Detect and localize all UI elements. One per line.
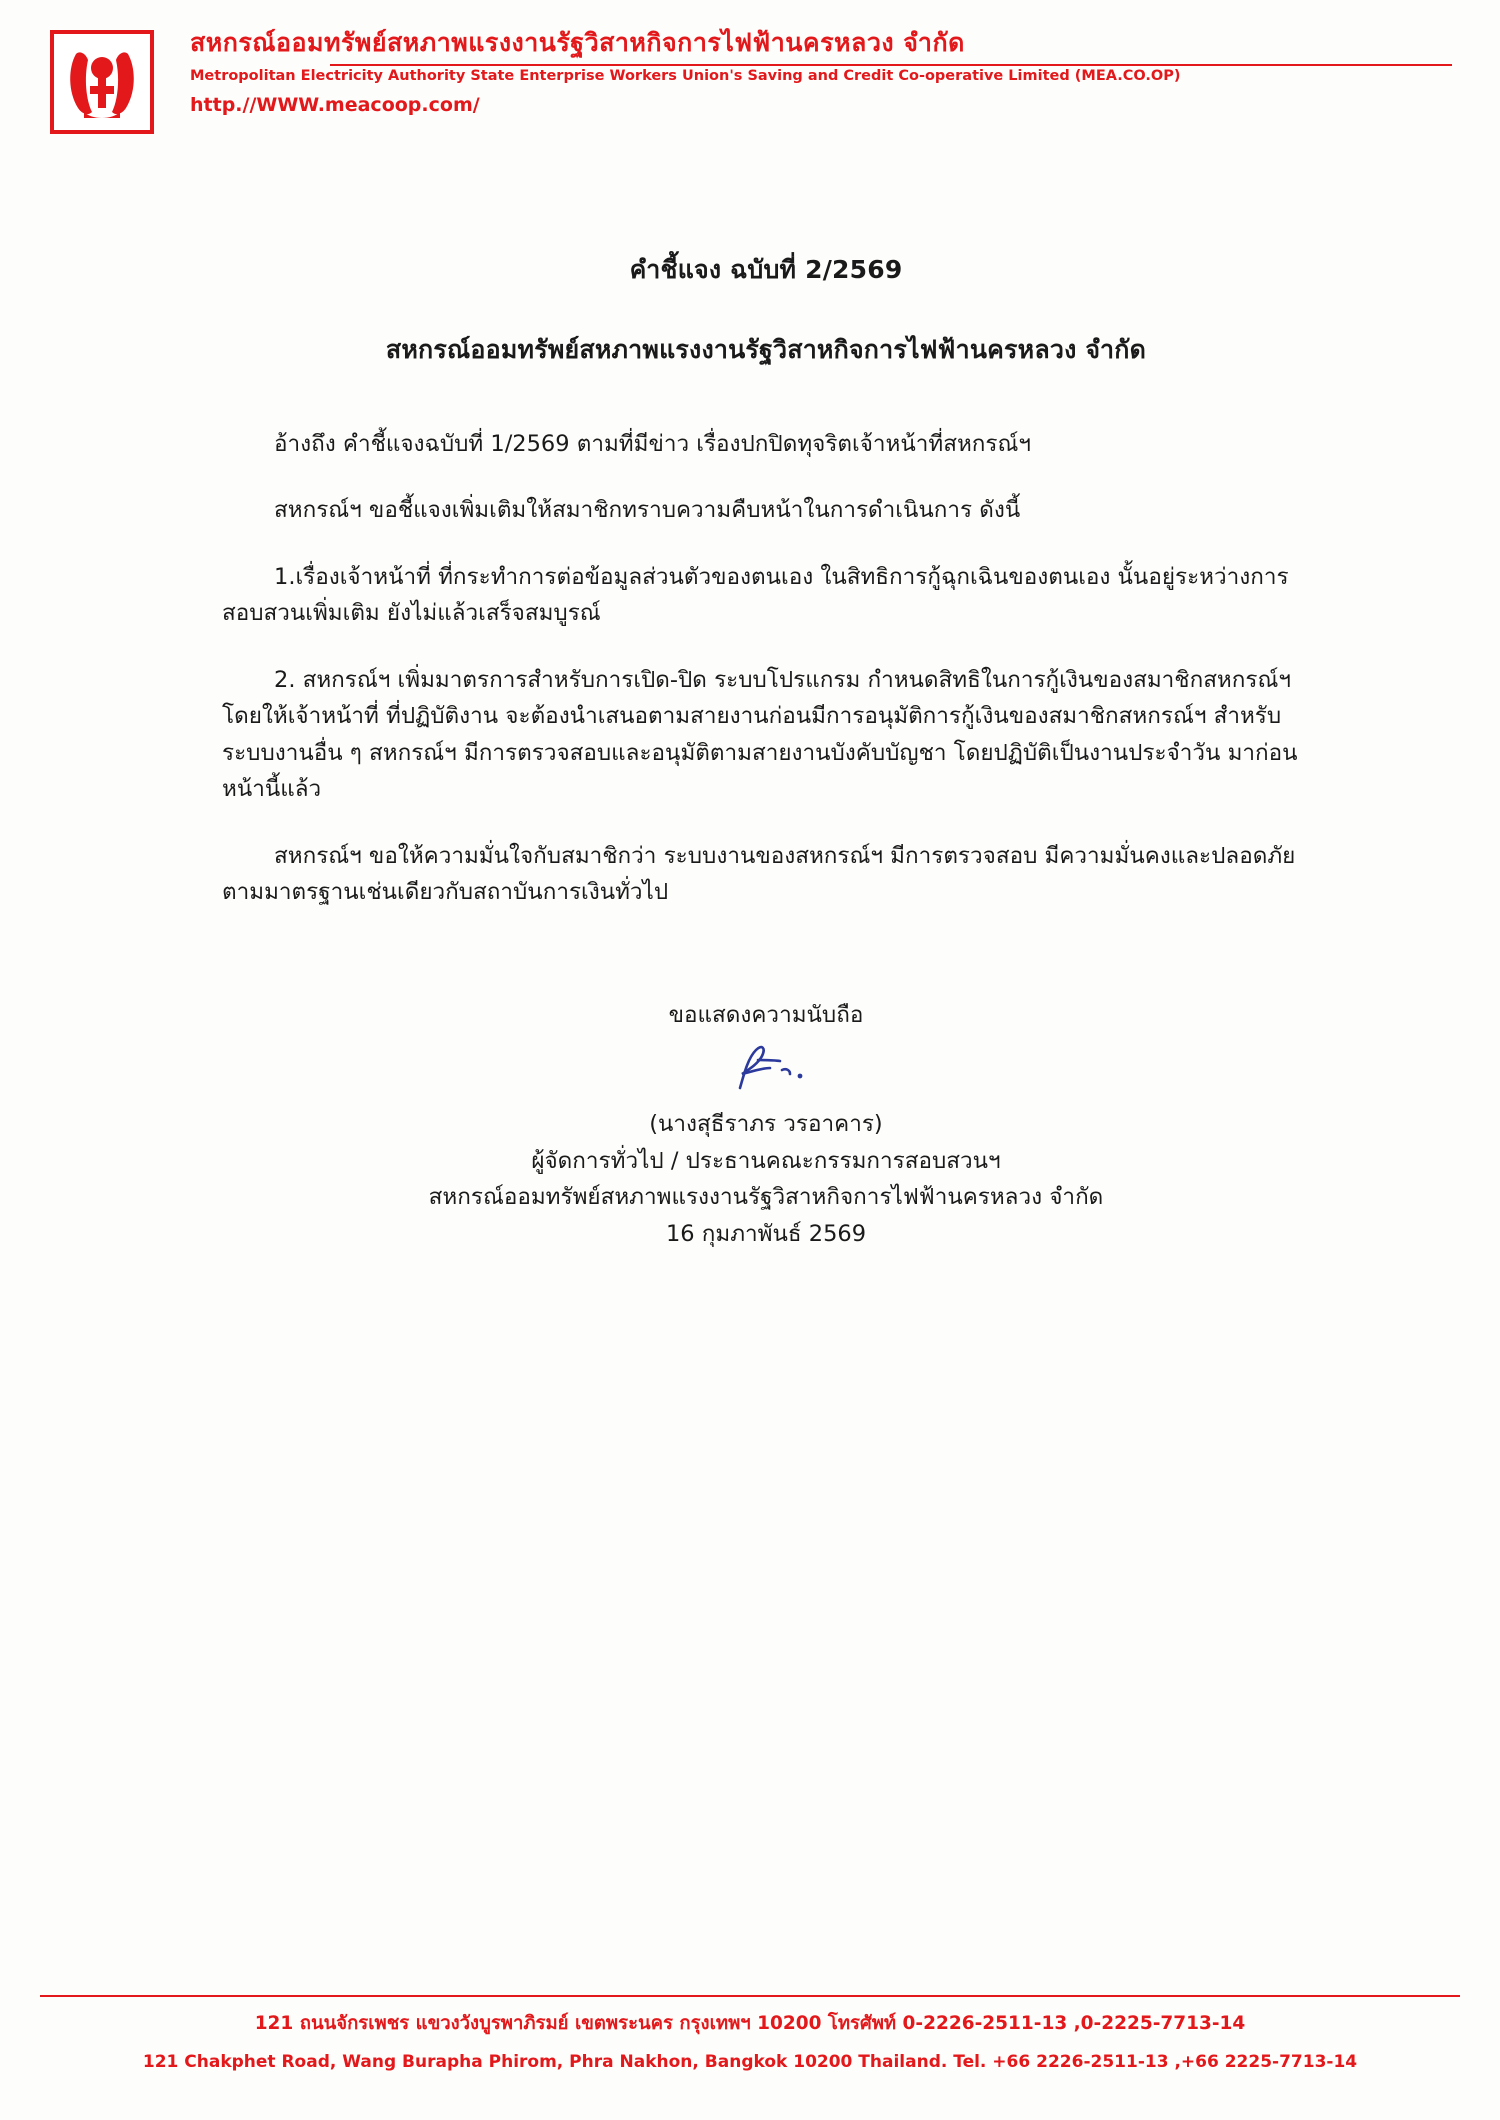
- paragraph-item-1: 1.เรื่องเจ้าหน้าที่ ที่กระทำการต่อข้อมูลส่วนตัวของตนเอง ในสิทธิการกู้ฉุกเฉินของตนเอง นั้นอยู่ระหว่างการสอบสวนเพิ่มเติม ยังไม่แล้วเสร็จสมบูรณ์: [222, 563, 1289, 627]
- paragraph-item-2: 2. สหกรณ์ฯ เพิ่มมาตรการสำหรับการเปิด-ปิด ระบบโปรแกรม กำหนดสิทธิในการกู้เงินของสมาชิกสหกรณ์ฯ โดยให้เจ้าหน้าที่ ที่ปฏิบัติงาน จะต้องนำเสนอตามสายงานก่อนมีการอนุมัติการกู้เงินของสมาชิกสหกรณ์ฯ สำหรับระบบงานอื่น ๆ สหกรณ์ฯ มีการตรวจสอบและอนุมัติตามสายงานบังคับบัญชา โดยปฏิบัติเป็นงานประจำวัน มาก่อนหน้านี้แล้ว: [222, 666, 1298, 803]
- document-header: [50, 28, 1452, 158]
- page-title: คำชี้แจง ฉบับที่ 2/2569: [629, 255, 903, 284]
- signer-position: ผู้จัดการทั่วไป / ประธานคณะกรรมการสอบสวนฯ: [531, 1147, 1001, 1174]
- mea-coop-logo-icon: [50, 30, 154, 134]
- handwritten-signature-icon: [222, 1032, 1310, 1106]
- document-footer: [40, 1995, 1460, 2072]
- signature-date: 16 กุมภาพันธ์ 2569: [665, 1220, 867, 1247]
- paragraph-intro: สหกรณ์ฯ ขอชี้แจงเพิ่มเติมให้สมาชิกทราบความคืบหน้าในการดำเนินการ ดังนี้: [274, 497, 1021, 524]
- org-website-link[interactable]: http.//WWW.meacoop.com/: [190, 94, 480, 116]
- header-divider: [330, 64, 1452, 66]
- org-name-en: Metropolitan Electricity Authority State Enterprise Workers Union's Saving and Credit Co-operative Limited (MEA.CO.OP): [190, 68, 1181, 84]
- paragraph-reference: อ้างถึง คำชี้แจงฉบับที่ 1/2569 ตามที่มีข่าว เรื่องปกปิดทุจริตเจ้าหน้าที่สหกรณ์ฯ: [274, 431, 1032, 457]
- footer-divider: [40, 1995, 1460, 1997]
- org-name-th: สหกรณ์ออมทรัพย์สหภาพแรงงานรัฐวิสาหกิจการไฟฟ้านครหลวง จำกัด: [190, 28, 965, 57]
- footer-address-en: 121 Chakphet Road, Wang Burapha Phirom, Phra Nakhon, Bangkok 10200 Thailand. Tel. +66 2226-2511-13 ,+66 2225-7713-14: [142, 2052, 1358, 2072]
- signature-block: [222, 996, 1310, 1252]
- paragraph-closing: สหกรณ์ฯ ขอให้ความมั่นใจกับสมาชิกว่า ระบบงานของสหกรณ์ฯ มีการตรวจสอบ มีความมั่นคงและปลอดภัยตามมาตรฐานเช่นเดียวกับสถาบันการเงินทั่วไป: [222, 842, 1296, 905]
- signer-name: (นางสุธีราภร วรอาคาร): [649, 1111, 883, 1138]
- signature-regards: ขอแสดงความนับถือ: [668, 1002, 864, 1029]
- signer-organization: สหกรณ์ออมทรัพย์สหภาพแรงงานรัฐวิสาหกิจการไฟฟ้านครหลวง จำกัด: [428, 1184, 1104, 1211]
- footer-address-th: 121 ถนนจักรเพชร แขวงวังบูรพาภิรมย์ เขตพระนคร กรุงเทพฯ 10200 โทรศัพท์ 0-2226-2511-13 ,0-2225-7713-14: [254, 2013, 1246, 2034]
- header-text-block: [190, 28, 1452, 116]
- document-body: [222, 250, 1310, 1252]
- page-subtitle: สหกรณ์ออมทรัพย์สหภาพแรงงานรัฐวิสาหกิจการไฟฟ้านครหลวง จำกัด: [385, 335, 1147, 364]
